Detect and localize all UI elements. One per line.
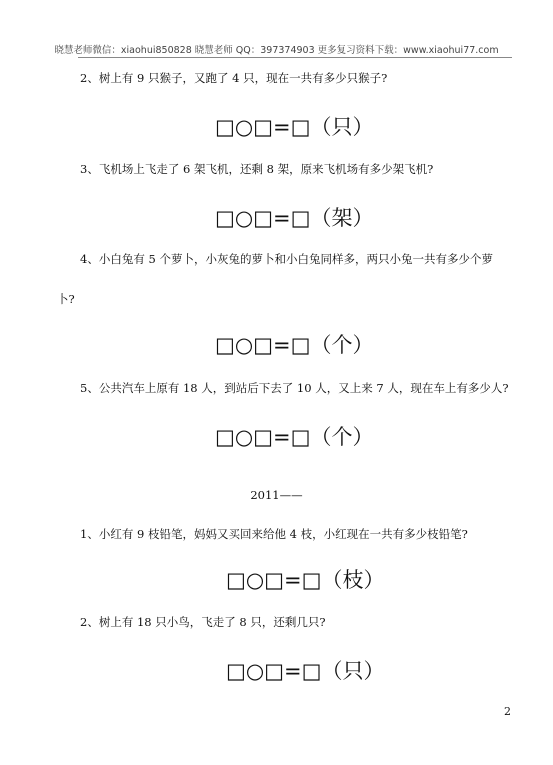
question-4-text-line1: 4、小白兔有 5 个萝卜，小灰兔的萝卜和小白兔同样多，两只小兔一共有多少个萝 [80,252,493,266]
question-2-text: 2、树上有 9 只猴子，又跑了 4 只，现在一共有多少只猴子? [80,71,388,85]
section2-question-2-equation: □○□=□（只） [226,659,385,683]
question-5-text: 5、公共汽车上原有 18 人，到站后下去了 10 人，又上来 7 人，现在车上有多少人? [80,381,509,395]
question-5-equation: □○□=□（个） [215,425,374,449]
question-4-equation: □○□=□（个） [215,333,374,357]
header-divider [78,57,512,58]
question-2-equation: □○□=□（只） [215,115,374,139]
section-title: 2011—— [250,488,303,502]
question-3-text: 3、飞机场上飞走了 6 架飞机，还剩 8 架，原来飞机场有多少架飞机? [80,162,434,176]
section2-question-1-text: 1、小红有 9 枝铅笔，妈妈又买回来给他 4 枝，小红现在一共有多少枝铅笔? [80,527,468,541]
section2-question-2-text: 2、树上有 18 只小鸟，飞走了 8 只，还剩几只? [80,615,326,629]
page-number: 2 [504,705,511,718]
page-header: 晓慧老师微信：xiaohui850828 晓慧老师 QQ：397374903 更多复习资料下载：www.xiaohui77.com [54,45,499,56]
section2-question-1-equation: □○□=□（枝） [226,568,385,592]
question-4-text-line2: 卜? [57,292,75,306]
question-3-equation: □○□=□（架） [215,206,374,230]
